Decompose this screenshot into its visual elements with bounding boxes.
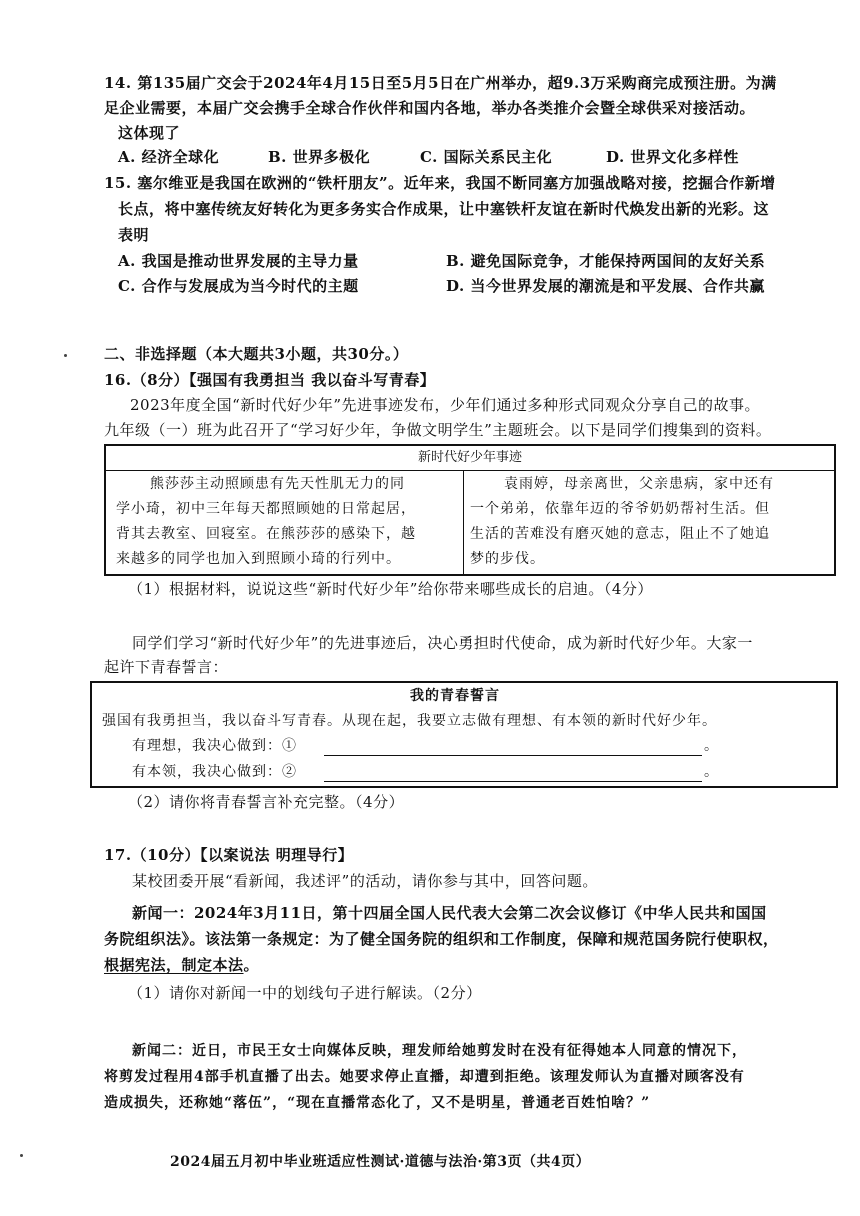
underlined-sentence: 根据宪法，制定本法 <box>104 956 244 974</box>
q16-sub-question-2: （2）请你将青春誓言补充完整。（4分） <box>128 793 405 811</box>
table-header: 新时代好少年事迹 <box>106 446 834 471</box>
q17-sub-question-1: （1）请你对新闻一中的划线句子进行解读。（2分） <box>128 984 482 1002</box>
q16-sub-question-1: （1）根据材料，说说这些“新时代好少年”给你带来哪些成长的启迪。（4分） <box>128 580 653 598</box>
scan-speck <box>20 1154 23 1157</box>
oath-line-2-end: 。 <box>704 738 719 754</box>
q15-option-d: D. 当今世界发展的潮流是和平发展、合作共赢 <box>446 277 765 295</box>
q17-news2-line-3: 造成损失，还称她“落伍”，“现在直播常态化了，又不是明星，普通老百姓怕啥？” <box>104 1095 651 1111</box>
section-2-title: 二、非选择题（本大题共3小题，共30分。） <box>104 345 409 363</box>
scan-speck <box>64 354 67 357</box>
table-left-line-1: 熊莎莎主动照顾患有先天性肌无力的同 <box>150 476 405 492</box>
table-left-line-2: 学小琦，初中三年每天都照顾她的日常起居， <box>116 501 416 517</box>
oath-line-1: 强国有我勇担当，我以奋斗写青春。从现在起，我要立志做有理想、有本领的新时代好少年。 <box>102 713 717 729</box>
page-footer: 2024届五月初中毕业班适应性测试·道德与法治·第3页（共4页） <box>170 1154 591 1170</box>
q15-line-2: 长点，将中塞传统友好转化为更多务实合作成果，让中塞铁杆友谊在新时代焕发出新的光彩。这 <box>118 200 770 218</box>
q15-option-c: C. 合作与发展成为当今时代的主题 <box>118 277 359 295</box>
q16-heading: 16.（8分）【强国有我勇担当 我以奋斗写青春】 <box>104 371 436 389</box>
q17-news2-line-2: 将剪发过程用4部手机直播了出去。她要求停止直播，却遭到拒绝。该理发师认为直播对顾客没有 <box>104 1069 745 1085</box>
q14-option-c: C. 国际关系民主化 <box>420 148 553 166</box>
table-right-line-3: 生活的苦难没有磨灭她的意志，阻止不了她追 <box>470 526 770 542</box>
q16-para-line-1: 同学们学习“新时代好少年”的先进事迹后，决心勇担时代使命，成为新时代好少年。大家一 <box>132 634 753 652</box>
youth-oath-box <box>90 681 838 788</box>
oath-title: 我的青春誓言 <box>410 688 500 704</box>
table-divider <box>463 470 464 574</box>
oath-blank-2[interactable] <box>324 781 702 782</box>
q14-option-d: D. 世界文化多样性 <box>606 148 739 166</box>
q14-option-a: A. 经济全球化 <box>118 148 220 166</box>
q14-option-b: B. 世界多极化 <box>268 148 371 166</box>
oath-line-3-end: 。 <box>704 764 719 780</box>
q14-line-1: 14. 第135届广交会于2024年4月15日至5月5日在广州举办，超9.3万采购商完成预注册。为满 <box>104 74 777 92</box>
oath-line-2-label: 有理想，我决心做到：① <box>132 738 297 754</box>
q14-line-3: 这体现了 <box>118 124 181 142</box>
exemplary-youth-table <box>104 444 836 576</box>
q16-intro-line-2: 九年级（一）班为此召开了“学习好少年，争做文明学生”主题班会。以下是同学们搜集到的资料。 <box>104 421 772 439</box>
table-right-line-2: 一个弟弟，依靠年迈的爷爷奶奶帮衬生活。但 <box>470 501 770 517</box>
oath-blank-1[interactable] <box>324 755 702 756</box>
q17-news1-line-1: 新闻一：2024年3月11日，第十四届全国人民代表大会第二次会议修订《中华人民共和国国 <box>132 904 767 922</box>
table-left-line-3: 背其去教室、回寝室。在熊莎莎的感染下，越 <box>116 526 416 542</box>
q17-news1-line-3 <box>104 954 259 976</box>
q15-option-b: B. 避免国际竞争，才能保持两国间的友好关系 <box>446 252 766 270</box>
q16-para-line-2: 起许下青春誓言： <box>104 658 229 676</box>
q15-line-1: 15. 塞尔维亚是我国在欧洲的“铁杆朋友”。近年来，我国不断同塞方加强战略对接，挖掘合作新增 <box>104 174 776 192</box>
q17-intro: 某校团委开展“看新闻，我述评”的活动，请你参与其中，回答问题。 <box>132 872 598 890</box>
oath-line-3-label: 有本领，我决心做到：② <box>132 764 297 780</box>
q15-option-a: A. 我国是推动世界发展的主导力量 <box>118 252 359 270</box>
q17-news2-line-1: 新闻二：近日，市民王女士向媒体反映，理发师给她剪发时在没有征得她本人同意的情况下， <box>132 1043 747 1059</box>
table-left-line-4: 来越多的同学也加入到照顾小琦的行列中。 <box>116 551 401 567</box>
q16-intro-line-1: 2023年度全国“新时代好少年”先进事迹发布，少年们通过多种形式同观众分享自己的故事。 <box>130 396 761 414</box>
table-right-line-4: 梦的步伐。 <box>470 551 545 567</box>
table-right-line-1: 袁雨婷，母亲离世，父亲患病，家中还有 <box>504 476 774 492</box>
q17-heading: 17.（10分）【以案说法 明理导行】 <box>104 846 354 864</box>
q14-line-2: 足企业需要，本届广交会携手全球合作伙伴和国内各地，举办各类推介会暨全球供采对接活动。 <box>104 99 756 117</box>
sentence-end: 。 <box>243 956 260 974</box>
q15-line-3: 表明 <box>118 226 150 244</box>
q17-news1-line-2: 务院组织法》。该法第一条规定：为了健全国务院的组织和工作制度，保障和规范国务院行使职权， <box>104 930 779 948</box>
